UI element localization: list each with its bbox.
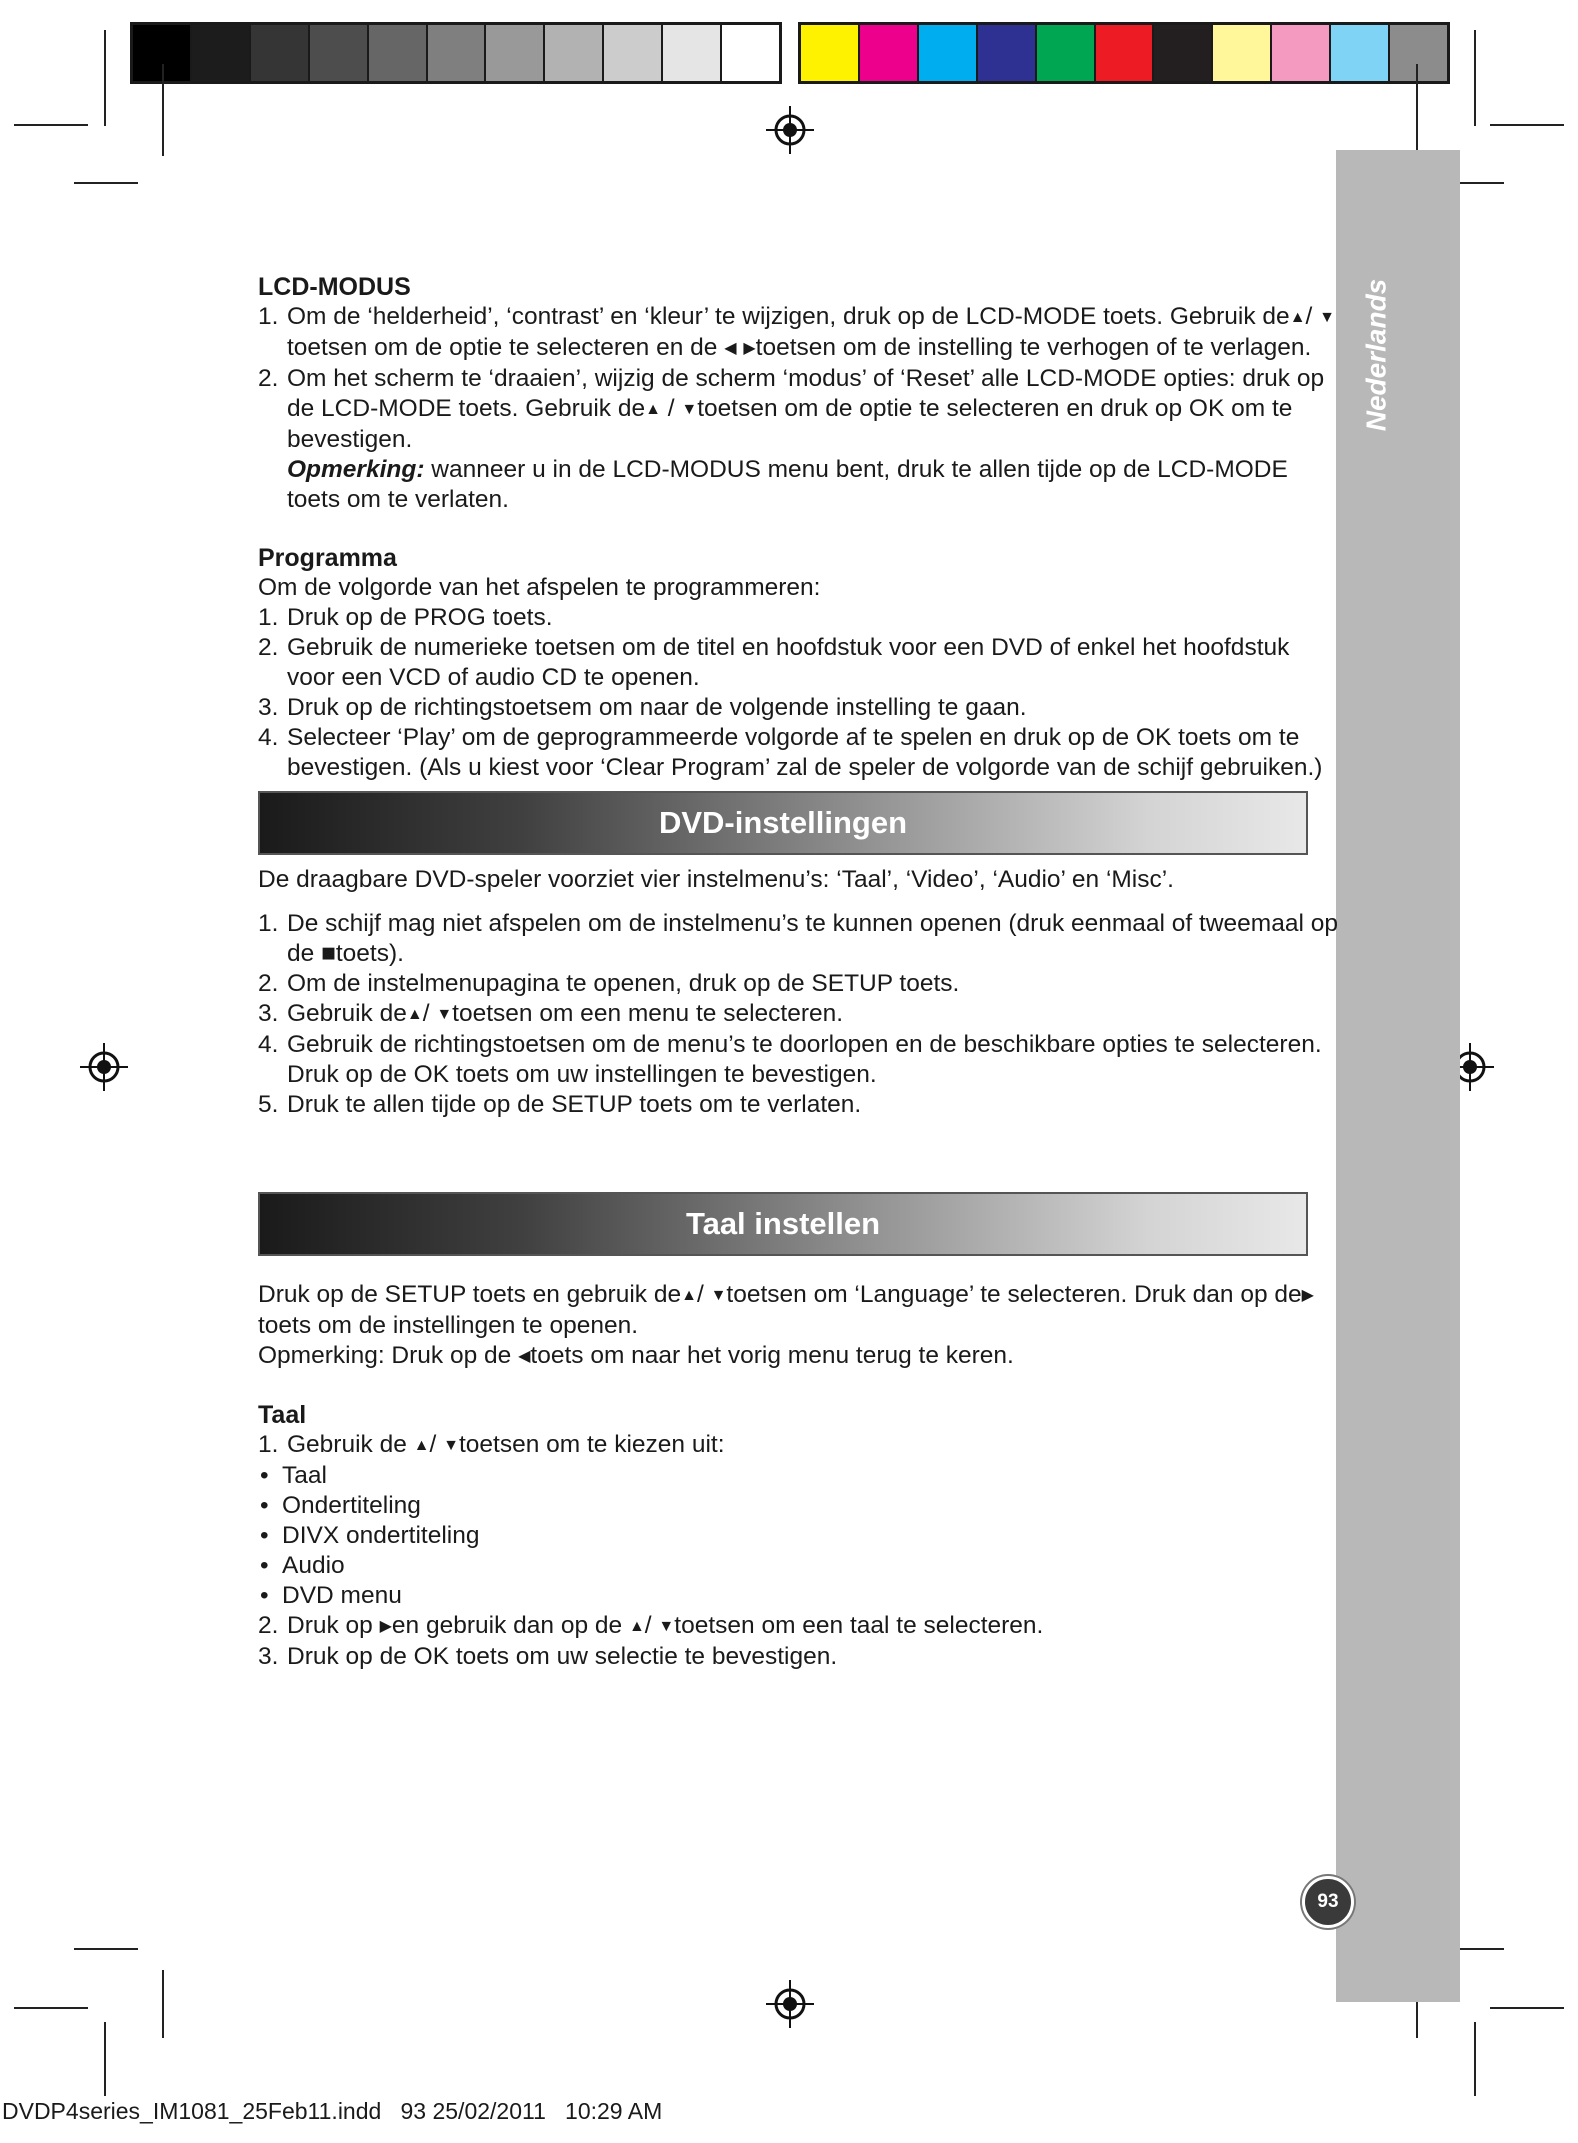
color-swatch	[486, 25, 545, 81]
taal-steps-continued	[258, 1611, 1338, 1672]
section-heading: Programma	[258, 544, 397, 572]
crop-mark	[1490, 124, 1564, 126]
list-item: 2. Gebruik de numerieke toetsen om de titel en hoofdstuk voor een DVD of enkel het hoofdstuk voor een VCD of audio CD te openen.	[258, 634, 1290, 691]
list-item: 1. Gebruik de ▲/ ▼toetsen om te kiezen uit:	[258, 1430, 1338, 1461]
language-side-tab	[1336, 150, 1460, 2002]
manual-content	[258, 272, 1338, 1672]
up-arrow-icon: ▲	[413, 1437, 430, 1454]
section-banner: Taal instellen	[258, 1192, 1308, 1256]
down-arrow-icon: ▼	[681, 401, 698, 418]
up-arrow-icon: ▲	[645, 401, 661, 418]
color-swatch	[1331, 25, 1390, 81]
color-swatch	[251, 25, 310, 81]
list-item: 2. Druk op ▶en gebruik dan op de ▲/ ▼toetsen om een taal te selecteren.	[258, 1611, 1338, 1642]
crop-mark	[74, 1948, 138, 1950]
color-swatch	[604, 25, 663, 81]
list-item: 2. Om het scherm te ‘draaien’, wijzig de scherm ‘modus’ of ‘Reset’ alle LCD-MODE opties: druk op de LCD-MODE toets. Gebruik de▲ / ▼toetsen om de optie te selecteren en druk op OK om te bevestigen. Opmerking: wanneer u in de LCD-MODUS menu bent, druk te allen tijde op de LCD-MODE toets om te verlaten.	[258, 365, 1325, 513]
right-arrow-icon: ▶	[743, 340, 756, 357]
down-arrow-icon: ▼	[710, 1287, 727, 1304]
crop-mark	[1490, 2007, 1564, 2009]
registration-mark-icon	[764, 1978, 816, 2030]
crop-mark	[1416, 64, 1418, 156]
list-item: 4. Gebruik de richtingstoetsen om de menu’s te doorlopen en de beschikbare opties te selecteren. Druk op de OK toets om uw instellingen te bevestigen.	[258, 1031, 1322, 1088]
down-arrow-icon: ▼	[443, 1437, 459, 1454]
left-arrow-icon: ◀	[518, 1348, 531, 1365]
up-arrow-icon: ▲	[406, 1006, 423, 1023]
color-swatch	[978, 25, 1037, 81]
list-item: • Taal	[258, 1461, 1338, 1491]
list-item: • Ondertiteling	[258, 1491, 1338, 1521]
color-swatch	[428, 25, 487, 81]
list-item: 2. Om de instelmenupagina te openen, druk op de SETUP toets.	[258, 970, 960, 997]
color-swatch	[310, 25, 369, 81]
left-arrow-icon: ◀	[724, 340, 737, 357]
color-swatch	[1390, 25, 1447, 81]
crop-mark	[162, 1970, 164, 2038]
crop-mark	[1474, 30, 1476, 126]
section-intro: De draagbare DVD-speler voorziet vier instelmenu’s: ‘Taal’, ‘Video’, ‘Audio’ en ‘Misc’.	[258, 866, 1174, 893]
list-item: • Audio	[258, 1551, 1338, 1581]
crop-mark	[14, 2007, 88, 2009]
crop-mark	[104, 30, 106, 126]
crop-mark	[14, 124, 88, 126]
right-arrow-icon: ▶	[379, 1618, 392, 1635]
registration-mark-icon	[78, 1041, 130, 1093]
color-swatch	[860, 25, 919, 81]
lcd-steps	[258, 302, 1338, 515]
color-swatch	[1272, 25, 1331, 81]
down-arrow-icon: ▼	[658, 1618, 675, 1635]
crop-mark	[74, 182, 138, 184]
section-heading: Taal	[258, 1401, 307, 1429]
list-item: • DVD menu	[258, 1581, 1338, 1611]
print-slug: DVDP4series_IM1081_25Feb11.indd 93 25/02/2011 10:29 AM	[2, 2098, 663, 2124]
up-arrow-icon: ▲	[681, 1287, 697, 1304]
page-number-badge: 93	[1302, 1876, 1354, 1928]
programma-steps	[258, 603, 1338, 783]
color-swatch	[369, 25, 428, 81]
up-arrow-icon: ▲	[1289, 309, 1306, 326]
up-arrow-icon: ▲	[628, 1618, 645, 1635]
list-item: 1. Om de ‘helderheid’, ‘contrast’ en ‘kleur’ te wijzigen, druk op de LCD-MODE toets. Gebruik de▲/ ▼toetsen om de optie te selecteren en de ◀ ▶toetsen om de instelling te verhogen of te verlagen.	[258, 302, 1338, 364]
taal-steps	[258, 1430, 1338, 1461]
side-tab-label: Nederlands	[1360, 278, 1391, 432]
section-intro: Om de volgorde van het afspelen te programmeren:	[258, 574, 821, 601]
language-options-list	[258, 1461, 1338, 1611]
paragraph: Druk op de SETUP toets en gebruik de▲/ ▼toetsen om ‘Language’ te selecteren. Druk dan op de▶toets om de instellingen te openen.	[258, 1281, 1314, 1339]
list-item: 5. Druk te allen tijde op de SETUP toets om te verlaten.	[258, 1091, 862, 1118]
crop-mark	[104, 2022, 106, 2096]
registration-mark-icon	[764, 104, 816, 156]
color-swatch	[1096, 25, 1155, 81]
color-swatch	[722, 25, 779, 81]
crop-mark	[1474, 2022, 1476, 2096]
color-swatch	[1037, 25, 1096, 81]
list-item: • DIVX ondertiteling	[258, 1521, 1338, 1551]
stop-icon: ■	[321, 940, 336, 967]
color-swatch	[801, 25, 860, 81]
color-swatch	[919, 25, 978, 81]
color-swatch	[1154, 25, 1213, 81]
down-arrow-icon: ▼	[436, 1006, 453, 1023]
down-arrow-icon: ▼	[1319, 309, 1335, 326]
section-heading: LCD-MODUS	[258, 273, 411, 301]
list-item: 3. Druk op de OK toets om uw selectie te bevestigen.	[258, 1643, 838, 1670]
crop-mark	[162, 64, 164, 156]
grayscale-calibration-bar	[130, 22, 782, 84]
color-calibration-bar	[798, 22, 1450, 84]
list-item: 3. Gebruik de▲/ ▼toetsen om een menu te selecteren.	[258, 999, 1338, 1030]
color-swatch	[1213, 25, 1272, 81]
list-item: 1. De schijf mag niet afspelen om de instelmenu’s te kunnen openen (druk eenmaal of tweemaal op de ■toets).	[258, 910, 1338, 967]
color-swatch	[545, 25, 604, 81]
color-swatch	[663, 25, 722, 81]
dvd-steps	[258, 909, 1338, 1120]
list-item: 1. Druk op de PROG toets.	[258, 604, 553, 631]
right-arrow-icon: ▶	[1301, 1287, 1314, 1304]
list-item: 4. Selecteer ‘Play’ om de geprogrammeerde volgorde af te spelen en druk op de OK toets om te bevestigen. (Als u kiest voor ‘Clear Program’ zal de speler de volgorde van de schijf gebruiken.)	[258, 724, 1323, 781]
section-banner: DVD-instellingen	[258, 791, 1308, 855]
color-swatch	[192, 25, 251, 81]
list-item: 3. Druk op de richtingstoetsem om naar de volgende instelling te gaan.	[258, 694, 1027, 721]
paragraph: Opmerking: Druk op de ◀toets om naar het vorig menu terug te keren.	[258, 1341, 1338, 1372]
